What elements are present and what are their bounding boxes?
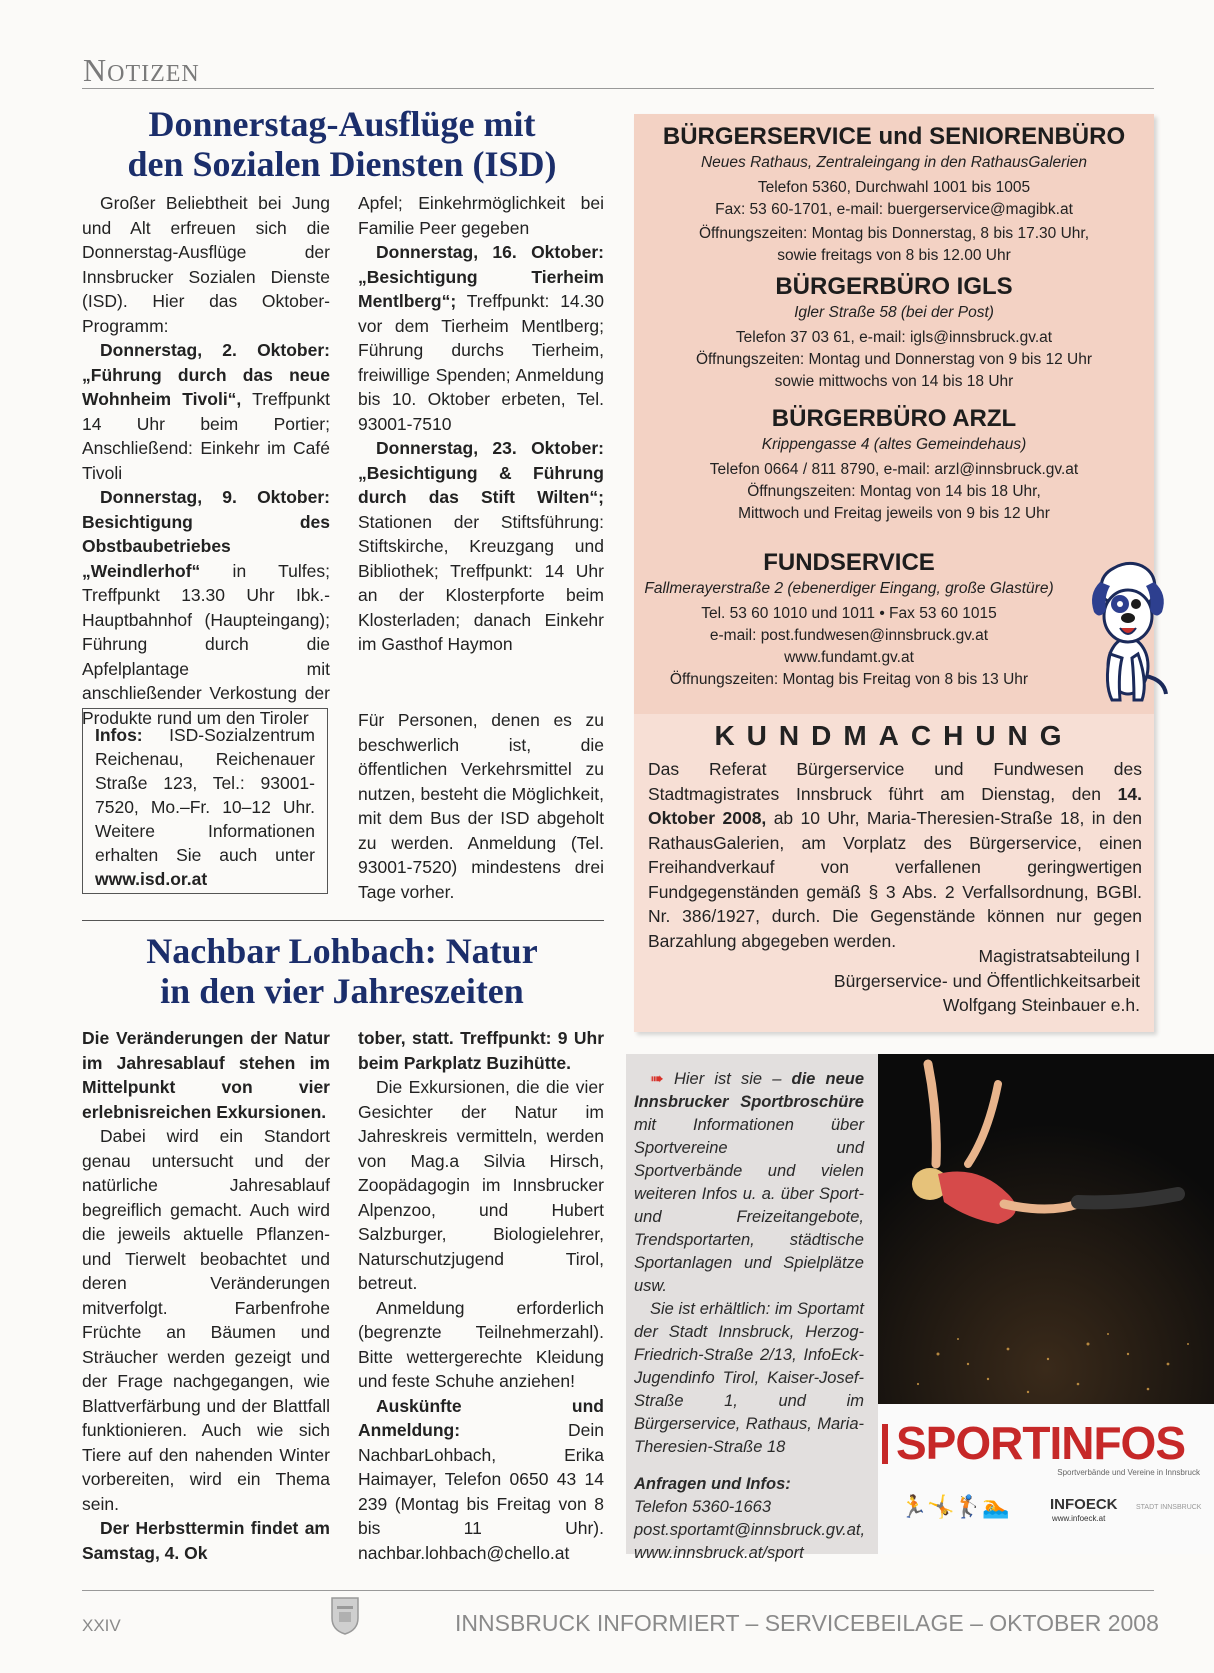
article2-col-left [82, 1026, 330, 1565]
service-line: sowie mittwochs von 14 bis 18 Uhr [774, 373, 1014, 390]
service-line: Tel. 53 60 1010 und 1011 • Fax 53 60 1015 [701, 605, 997, 622]
event1-head: Donnerstag, 2. Oktober: „Führung durch das neue Wohnheim Tivoli“, [82, 340, 330, 409]
info-label: Infos: [95, 725, 143, 745]
article1-col-left [82, 191, 330, 730]
service-line: Öffnungszeiten: Montag bis Donnerstag, 8 bis 17.30 Uhr, [698, 225, 1090, 242]
brochure-subtitle: Sportverbände und Vereine in Innsbruck [1057, 1468, 1200, 1477]
sport-email-link[interactable]: post.sportamt@innsbruck.gv.at, [634, 1521, 866, 1539]
sport-web-link[interactable]: www.innsbruck.at/sport [634, 1544, 804, 1562]
service-address: Krippengasse 4 (altes Gemeindehaus) [761, 436, 1027, 453]
article1-title: Donnerstag-Ausflüge mit den Sozialen Diensten (ISD) [127, 104, 557, 184]
article2-title: Nachbar Lohbach: Natur in den vier Jahreszeiten [146, 931, 538, 1011]
service-title: BÜRGERBÜRO IGLS [775, 273, 1013, 300]
arrow-icon: ➠ [650, 1070, 664, 1088]
sport-availability: Sie ist erhältlich: im Sportamt der Stadt Innsbruck, Herzog-Friedrich-Straße 2/13, InfoEck-Jugendinfo Tirol, Kaiser-Josef-Straße 1, und im Bürgerservice, Rathaus, Maria-Theresien-Straße 18 [634, 1300, 864, 1456]
event4-head: Donnerstag, 23. Oktober: „Besichtigung & Führung durch das Stift Wilten“; [358, 438, 604, 507]
auskunft-head: Auskünfte und Anmeldung: [358, 1395, 604, 1440]
kundmachung-text: Das Referat Bürgerservice und Fundwesen des Stadtmagistrates Innsbruck führt am Dienstag, den 14. Oktober 2008, ab 10 Uhr, Maria-Theresien-Straße 18, in den RathausGalerien, am Vorplatz des Bürgerservice, einen Freihandverkauf von verfallenen geringwertigen Fundgegenständen gemäß § 3 Abs. 2 Verfallsordnung, BGBl. Nr. 386/1927, durch. Die Gegenstände können nur gegen Barzahlung abgegeben werden. [648, 759, 1142, 951]
sport-brochure-cover [878, 1054, 1214, 1554]
city-logo: STADT INNSBRUCK [1136, 1504, 1202, 1511]
herbsttermin-cont: tober, statt. Treffpunkt: 9 Uhr beim Parkplatz Buzihütte. [358, 1028, 604, 1073]
event3-head: Donnerstag, 16. Oktober: „Besichtigung Tierheim Mentlberg“; [358, 242, 604, 311]
sport-info-text: ➠ Hier ist sie – die neue Innsbrucker Sportbroschüre mit Informationen über Sportvereine und Sportverbände und vielen weiteren Infos u. a. über Sport- und Freizeitangebote, Trendsportarten, städtische Sportanlagen und Spielplätze usw. Sie ist erhältlich: im Sportamt der Stadt Innsbruck, Herzog-Friedrich-Straße 2/13, InfoEck-Jugendinfo Tirol, Kaiser-Josef-Straße 1, und im Bürgerservice, Rathaus, Maria-Theresien-Straße 18 Anfragen und Infos: Telefon 5360-1663 post.sportamt@innsbruck.gv.at, www.innsbruck.at/sport [634, 1068, 864, 1565]
service-line: Telefon 5360, Durchwahl 1001 bis 1005 [757, 179, 1031, 196]
header-rule [82, 88, 1154, 89]
service-line: Fax: 53 60-1701, e-mail: buergerservice@magibk.at [715, 201, 1073, 218]
sport-contact: Anfragen und Infos: Telefon 5360-1663 post.sportamt@innsbruck.gv.at, www.innsbruck.at/sport [634, 1473, 864, 1565]
article1-col-right [358, 191, 604, 657]
service-line: e-mail: post.fundwesen@innsbruck.gv.at [709, 627, 989, 644]
service-igls [634, 272, 1154, 393]
service-line: Öffnungszeiten: Montag und Donnerstag von 9 bis 12 Uhr [695, 351, 1093, 368]
service-address: Igler Straße 58 (bei der Post) [794, 304, 994, 321]
bus-paragraph: Für Personen, denen es zu beschwerlich ist, die öffentlichen Verkehrsmittel zu nutzen, besteht die Möglichkeit, mit dem Bus der ISD abgeholt zu werden. Anmeldung (Tel. 93001-7520) mindestens drei Tage vorher. [358, 710, 604, 902]
kundmachung-signature: Magistratsabteilung I Bürgerservice- und Öffentlichkeitsarbeit Wolfgang Steinbauer e.h. [833, 946, 1140, 1015]
section-label: NOTIZEN [83, 52, 200, 88]
article2-col-right [358, 1026, 604, 1565]
service-line: Telefon 0664 / 811 8790, e-mail: arzl@innsbruck.gv.at [709, 461, 1079, 478]
article-divider [82, 920, 604, 921]
service-box [634, 114, 1154, 1032]
service-line: Öffnungszeiten: Montag bis Freitag von 8 bis 13 Uhr [669, 671, 1029, 688]
service-line: Mittwoch und Freitag jeweils von 9 bis 12 Uhr [738, 505, 1050, 522]
isd-info-box [82, 708, 328, 894]
service-address: Fallmerayerstraße 2 (ebenerdiger Eingang, große Glastüre) [644, 580, 1054, 597]
kundmachung-title: KUNDMACHUNG [714, 720, 1074, 751]
service-title: FUNDSERVICE [763, 549, 935, 576]
infoeck-logo: INFOECK [1050, 1496, 1118, 1513]
event2-head: Donnerstag, 9. Oktober: Besichtigung des Obstbaubetriebes „Weindlerhof“ [82, 487, 330, 581]
service-line: www.fundamt.gv.at [784, 649, 914, 666]
page-number: XXIV [82, 1616, 121, 1635]
service-buergerservice [634, 122, 1154, 267]
article2-lead: Die Veränderungen der Natur im Jahresablauf stehen im Mittelpunkt von vier erlebnisreichen Exkursionen. [82, 1028, 330, 1122]
article2-p2: Die Exkursionen, die die vier Gesichter der Natur im Jahreskreis vermitteln, werden von Mag.a Silvia Hirsch, Zoopädagogin im Innsbrucker Alpenzoo, und Hubert Salzburger, Biologielehrer, Naturschutzjugend Tirol, betreut. [358, 1077, 604, 1293]
footer-rule [82, 1590, 1154, 1591]
article1-intro: Großer Beliebtheit bei Jung und Alt erfreuen sich die Donnerstag-Ausflüge der Innsbrucker Sozialen Dienste (ISD). Hier das Oktober-Programm: [82, 193, 330, 336]
service-title: BÜRGERSERVICE und SENIORENBÜRO [662, 123, 1126, 150]
service-address: Neues Rathaus, Zentraleingang in den RathausGalerien [700, 154, 1088, 171]
event3-text: Treffpunkt: 14.30 vor dem Tierheim Mentlberg; Führung durchs Tierheim, freiwillige Spenden; Anmeldung bis 10. Oktober erbeten, Tel. 93001-7510 [358, 291, 604, 434]
city-crest-icon [330, 1596, 360, 1636]
service-arzl [634, 404, 1154, 525]
service-line: sowie freitags von 8 bis 12.00 Uhr [777, 247, 1011, 264]
service-title: BÜRGERBÜRO ARZL [771, 405, 1017, 432]
service-fundservice [634, 548, 1064, 691]
event4-text: Stationen der Stiftsführung: Stiftskirche, Kreuzgang und Bibliothek; Treffpunkt: 14 Uhr an der Klosterpforte beim Klosterladen; danach Einkehr im Gasthof Haymon [358, 511, 604, 654]
event2-text-cont: Apfel; Einkehrmöglichkeit bei Familie Peer gegeben [358, 193, 604, 238]
service-line: Telefon 37 03 61, e-mail: igls@innsbruck.gv.at [735, 329, 1053, 346]
service-line: Öffnungszeiten: Montag von 14 bis 18 Uhr, [747, 483, 1041, 500]
event2-text: in Tulfes; Treffpunkt 13.30 Uhr Ibk.-Hauptbahnhof (Haupteingang); Führung durch die Apfelplantage mit anschließender Verkostung der Produkte rund um den Tiroler [82, 560, 330, 728]
auskunft-text: Dein NachbarLohbach, Erika Haimayer, Telefon 0650 43 14 239 (Montag bis Freitag von 8 bis 11 Uhr). nachbar.lohbach@chello.at [358, 1420, 604, 1563]
sport-pictograms-icon: 🏃🤸🏌🏊 [900, 1494, 1010, 1519]
brochure-title: SPORTINFOS [896, 1417, 1186, 1469]
isd-link[interactable]: www.isd.or.at [95, 869, 208, 889]
publication-title: INNSBRUCK INFORMIERT – SERVICEBEILAGE – OKTOBER 2008 [455, 1610, 1159, 1636]
article2-p1: Dabei wird ein Standort genau untersucht und der natürliche Jahresablauf begreiflich gemacht. Auch wird die jeweils aktuelle Pflanzen- und Tierwelt beobachtet und deren Veränderungen mitverfolgt. Farbenfrohe Früchte an Bäumen und Sträucher werden gezeigt und der Frage nachgegangen, wie Blattverfärbung und der Blattfall funktionieren. Auch wie sich Tiere auf den nahenden Winter vorbereiten, wird ein Thema sein. [82, 1126, 330, 1514]
info-text: ISD-Sozialzentrum Reichenau, Reichenauer Straße 123, Tel.: 93001-7520, Mo.–Fr. 10–12 Uhr. Weitere Informationen erhalten Sie auch unter [95, 725, 315, 865]
dog-mascot-icon [1084, 554, 1170, 704]
article2-p3: Anmeldung erforderlich (begrenzte Teilnehmerzahl). Bitte wettergerechte Kleidung und feste Schuhe anziehen! [358, 1297, 604, 1391]
climber-photo [878, 1054, 1214, 1404]
herbsttermin: Der Herbsttermin findet am Samstag, 4. Ok [82, 1518, 330, 1563]
event1-text: Treffpunkt 14 Uhr beim Portier; Anschließend: Einkehr im Café Tivoli [82, 389, 330, 483]
infoeck-url: www.infoeck.at [1052, 1514, 1106, 1523]
